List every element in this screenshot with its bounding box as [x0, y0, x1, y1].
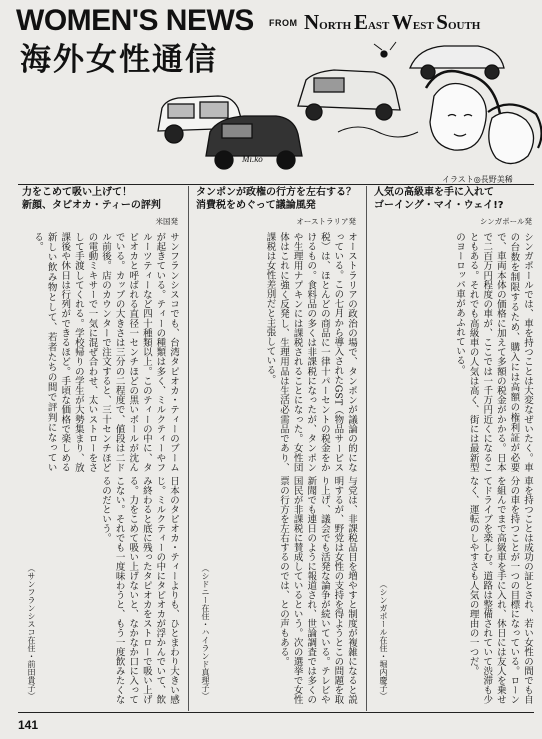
article-headline: タンポンが政権の行方を左右する？ 消費税をめぐって議論風発	[196, 187, 356, 211]
article-byline: シンガポール発	[479, 217, 532, 226]
article-byline: 米国発	[155, 217, 178, 226]
article-headline: 力をこめて吸い上げて！ 新顔、タピオカ・ティーの評判	[22, 187, 161, 211]
article-luxury-car	[374, 186, 534, 706]
car-center-icon	[298, 70, 400, 120]
car-top-right-icon	[410, 46, 504, 79]
article-signature: （シドニー在住・ハイランド真理子）	[201, 564, 210, 700]
illustration-traffic-jam	[148, 36, 542, 176]
illustration-credit: イラスト◎長野美稀	[442, 175, 513, 184]
title-from: FROM	[269, 18, 298, 28]
title-japanese: 海外女性通信	[20, 42, 218, 78]
top-divider	[18, 184, 534, 185]
article-headline: 人気の高級車を手に入れて ゴーイング・マイ・ウェイ!?	[374, 187, 504, 211]
article-body-continued: 与党は、非課税品目を増やすと制度が複雑になると説明するが、野党は女性の支持を得ようとこの問題を取り上げ、議会でも活発な論争が続いている。テレビや新聞でも連日のように報道され、世論調査では多くの国民が非課税に賛成しているという。次の選挙で女性票の行方を左右するのでは、との声もある。	[278, 476, 357, 704]
article-body-continued: 車を持つことは成功の証とされ、若い女性の間でも自分の車を持つことが一つの目標になっている。ローンを組んでまで高級車を手に入れ、休日には友人を乗せてドライブを楽しむ。道路は整備されていて渋滞も少なく、運転のしやすさも人気の理由の一つだ。	[467, 476, 533, 704]
direction-east: EAST	[353, 10, 390, 34]
direction-south: SOUTH	[436, 10, 481, 34]
page-number: 141	[18, 718, 39, 732]
title-directions	[304, 10, 480, 35]
article-signature: （シンガポール在住・堀内慶子）	[379, 580, 388, 700]
article-body-continued: 日本のタピオカ・ティーよりも、ひとまわり大きい感じ。ミルクティーの中にタピオカが浮かんでいて、飲み終わると底に残ったタピオカをストローで吸い上げる。力をこめて吸い上げないと、なかなか口に入ってこない。それでも一度味わうと、もう一度飲みたくなるのだという。	[100, 476, 179, 704]
article-body: サンフランシスコでも、台湾タピオカ・ティーのブームが起きている。ティーの種類は多く、ミルクティーやフルーツティーなど四十種類以上。このティーの中に、タピオカと呼ばれる直径一センチほどの黒いボールが沈んでいる。カップの大きさは三分の二程度で、値段は二ドル前後。店のカウンターで注文すると、三十センチほどの電動ミキサーで一気に混ぜ合わせ、太いストローをさして手渡してくれる。学校帰りの学生が大勢集まり、放課後や休日は行列ができるほど。手頃な価格で楽しめる新しい飲み物として、若者たちの間で評判になっている。	[32, 232, 179, 472]
woman-right-icon	[488, 104, 542, 163]
article-body: オーストラリアの政治の場で、タンポンが議論の的になっている。この七月から導入されたGST（物品サービス税）は、ほとんどの商品に一律十パーセントの税金をかけるもの。食料品の多くは非課税になったが、タンポンや生理用ナプキンには課税されることになった。女性団体はこれに強く反発し、生理用品は生活必需品であり、課税は女性差別だと主張している。	[264, 232, 357, 472]
column-divider	[366, 186, 367, 711]
illustration-signature: Mi.ko	[242, 154, 263, 164]
column-divider	[188, 186, 189, 711]
article-tampon-tax	[196, 186, 358, 706]
article-body: シンガポールでは、車を持つことは大変なぜいたく。車の台数を制限するため、購入には高額の権利証が必要で、車両本体の価格に加えて多額の税金がかかる。日本で二百万円程度の車が、ここでは一千万円近くになることもある。それでも高級車の人気は高く、街には最新型のヨーロッパ車があふれている。	[454, 232, 533, 472]
article-signature: （サンフランシスコ在住・前田貴子）	[27, 564, 36, 700]
direction-west: WEST	[391, 10, 434, 34]
title-english: WOMEN'S NEWS	[16, 4, 254, 37]
direction-north: NORTH	[304, 10, 352, 34]
bottom-divider	[18, 712, 534, 713]
article-byline: オーストラリア発	[296, 217, 356, 226]
article-tapioca	[22, 186, 180, 706]
